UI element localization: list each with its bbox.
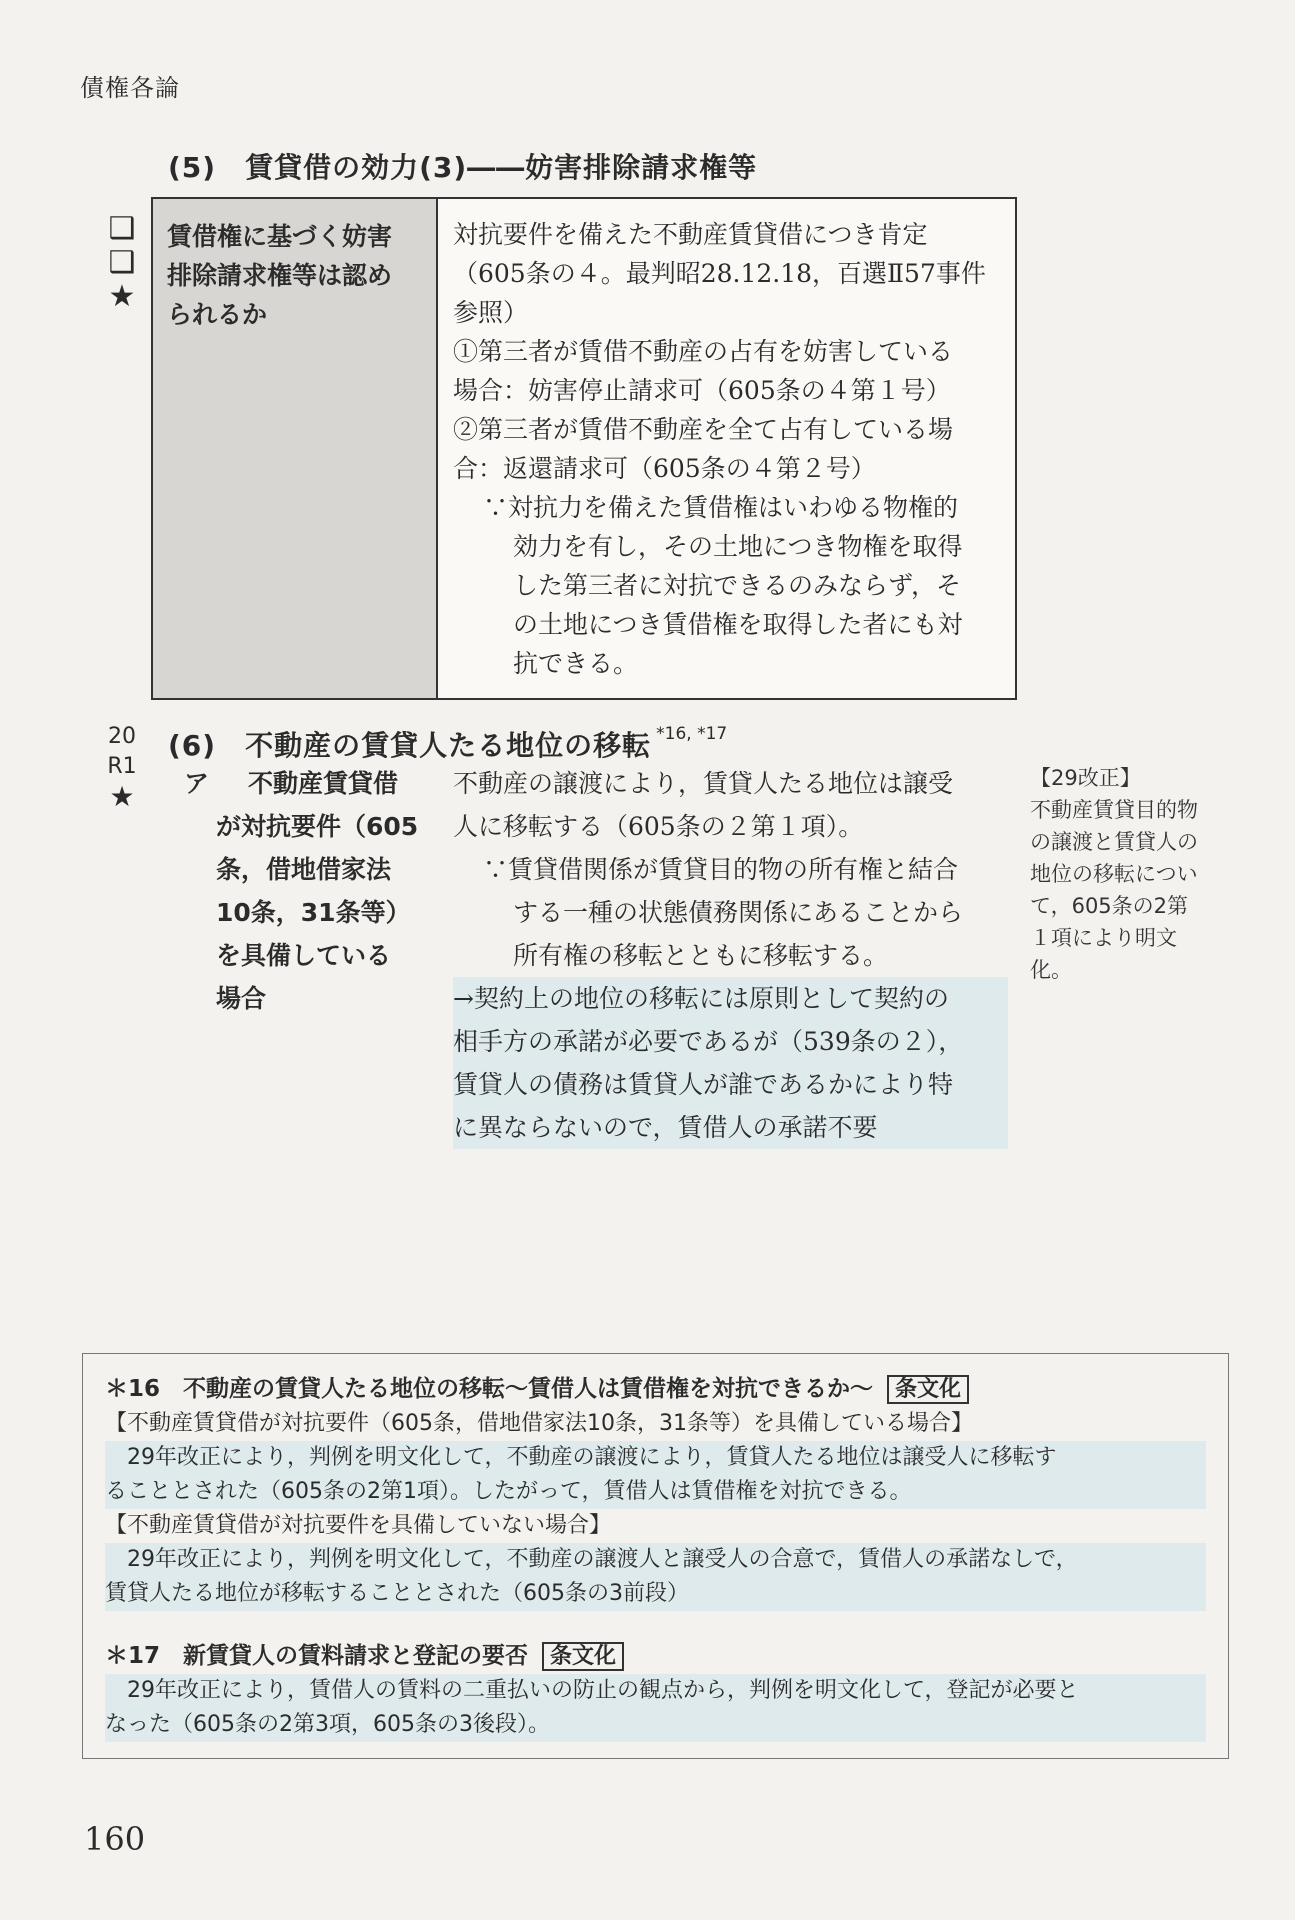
sidenote-line: 不動産賃貸目的物 bbox=[1030, 798, 1198, 822]
explanation-line: 人に移転する（605条の２第１項）。 bbox=[453, 812, 864, 841]
section-5-title: (5) 賃貸借の効力(3)――妨害排除請求権等 bbox=[168, 151, 758, 184]
footnote-17-title: ＊17 新賃貸人の賃料請求と登記の要否 bbox=[105, 1643, 529, 1669]
question-line: られるか bbox=[167, 300, 268, 329]
item-label: ア bbox=[184, 769, 210, 798]
reason-line: ∵賃貸借関係が賃貸目的物の所有権と結合 bbox=[483, 855, 959, 884]
star-icon: ★ bbox=[109, 780, 135, 813]
reason-line: 所有権の移転とともに移転する。 bbox=[513, 941, 889, 970]
case-a-condition bbox=[186, 762, 436, 1020]
footnote-16-text: 29年改正により，判例を明文化して，不動産の譲渡により，賃貸人たる地位は譲受人に移転す bbox=[105, 1441, 1206, 1475]
footnote-17-text: 29年改正により，賃借人の賃料の二重払いの防止の観点から，判例を明文化して，登記が必要と bbox=[105, 1674, 1206, 1708]
section-6-heading bbox=[168, 724, 727, 764]
condition-line: 条，借地借家法 bbox=[216, 855, 392, 884]
exam-year-mark: R1 bbox=[107, 754, 137, 779]
condition-line: が対抗要件（605 bbox=[216, 812, 419, 841]
footnote-17-text: なった（605条の2第3項，605条の3後段）。 bbox=[105, 1708, 1206, 1742]
reason-line: ∵対抗力を備えた賃借権はいわゆる物権的 bbox=[483, 493, 959, 522]
footnote-16-heading-1: 【不動産賃貸借が対抗要件（605条，借地借家法10条，31条等）を具備している場合】 bbox=[105, 1411, 973, 1436]
sidenote-line: 化。 bbox=[1030, 958, 1072, 982]
footnote-refs[interactable]: *16, *17 bbox=[656, 724, 728, 744]
page-number: 160 bbox=[84, 1820, 146, 1858]
issue-table bbox=[151, 197, 1017, 700]
running-header: 債権各論 bbox=[80, 74, 180, 102]
exam-year-mark: 20 bbox=[108, 724, 136, 749]
codified-tag: 条文化 bbox=[887, 1375, 969, 1404]
answer-line: ①第三者が賃借不動産の占有を妨害している bbox=[453, 337, 954, 366]
reason-line: した第三者に対抗できるのみならず，そ bbox=[513, 571, 962, 600]
footnotes-box bbox=[82, 1353, 1229, 1759]
footnote-16-text: 29年改正により，判例を明文化して，不動産の譲渡人と譲受人の合意で，賃借人の承諾なしで， bbox=[105, 1543, 1206, 1577]
arrow-line: 相手方の承諾が必要であるが（539条の２）， bbox=[453, 1020, 1008, 1063]
footnote-16-text: ることとされた（605条の2第1項）。したがって，賃借人は賃借権を対抗できる。 bbox=[105, 1475, 1206, 1509]
codified-tag: 条文化 bbox=[542, 1642, 624, 1671]
condition-line: 10条，31条等） bbox=[216, 898, 411, 927]
condition-line: を具備している bbox=[216, 941, 392, 970]
sidenote-line: 地位の移転につい bbox=[1030, 862, 1198, 886]
reason-line: 効力を有し，その土地につき物権を取得 bbox=[513, 532, 963, 561]
answer-line: 対抗要件を備えた不動産賃貸借につき肯定 bbox=[453, 220, 928, 249]
answer-line: （605条の４。最判昭28.12.18，百選Ⅱ57事件 bbox=[453, 259, 986, 288]
arrow-line: 賃貸人の債務は賃貸人が誰であるかにより特 bbox=[453, 1063, 1008, 1106]
answer-line: 場合：妨害停止請求可（605条の４第１号） bbox=[453, 376, 951, 405]
condition-line: 不動産賃貸借 bbox=[248, 769, 399, 798]
answer-line: 参照） bbox=[453, 298, 529, 327]
sidenote-line: 【29改正】 bbox=[1030, 766, 1141, 790]
reason-line: 抗できる。 bbox=[513, 649, 639, 678]
footnote-16-heading-2: 【不動産賃貸借が対抗要件を具備していない場合】 bbox=[105, 1513, 612, 1538]
section-6-title: (6) 不動産の賃貸人たる地位の移転 bbox=[168, 729, 652, 762]
reason-line: する一種の状態債務関係にあることから bbox=[513, 898, 964, 927]
checkbox-icon[interactable]: ❑ bbox=[108, 245, 136, 280]
answer-line: ②第三者が賃借不動産を全て占有している場 bbox=[453, 415, 954, 444]
arrow-line: →契約上の地位の移転には原則として契約の bbox=[453, 977, 1008, 1020]
explanation-line: 不動産の譲渡により，賃貸人たる地位は譲受 bbox=[453, 769, 954, 798]
amendment-sidenote bbox=[1030, 762, 1230, 986]
footnote-16-title: ＊16 不動産の賃貸人たる地位の移転～賃借人は賃借権を対抗できるか～ bbox=[105, 1376, 874, 1402]
section-6-marks bbox=[102, 722, 142, 812]
condition-line: 場合 bbox=[216, 984, 267, 1013]
answer-line: 合：返還請求可（605条の４第２号） bbox=[453, 454, 876, 483]
sidenote-line: １項により明文 bbox=[1030, 926, 1177, 950]
reason-line: の土地につき賃借権を取得した者にも対 bbox=[513, 610, 963, 639]
sidenote-line: て，605条の2第 bbox=[1030, 894, 1189, 918]
star-icon: ★ bbox=[108, 279, 136, 314]
case-a-explanation bbox=[453, 762, 1008, 1149]
question-line: 排除請求権等は認め bbox=[167, 261, 393, 290]
checkbox-icon[interactable]: ❑ bbox=[108, 211, 136, 246]
issue-answer bbox=[453, 215, 1003, 683]
arrow-line: に異ならないので，賃借人の承諾不要 bbox=[453, 1106, 1008, 1149]
sidenote-line: の譲渡と賃貸人の bbox=[1030, 830, 1198, 854]
issue-question bbox=[153, 199, 438, 698]
question-line: 賃借権に基づく妨害 bbox=[167, 222, 393, 251]
footnote-16-text: 賃貸人たる地位が移転することとされた（605条の3前段） bbox=[105, 1577, 1206, 1611]
section-5-marks bbox=[102, 212, 142, 314]
